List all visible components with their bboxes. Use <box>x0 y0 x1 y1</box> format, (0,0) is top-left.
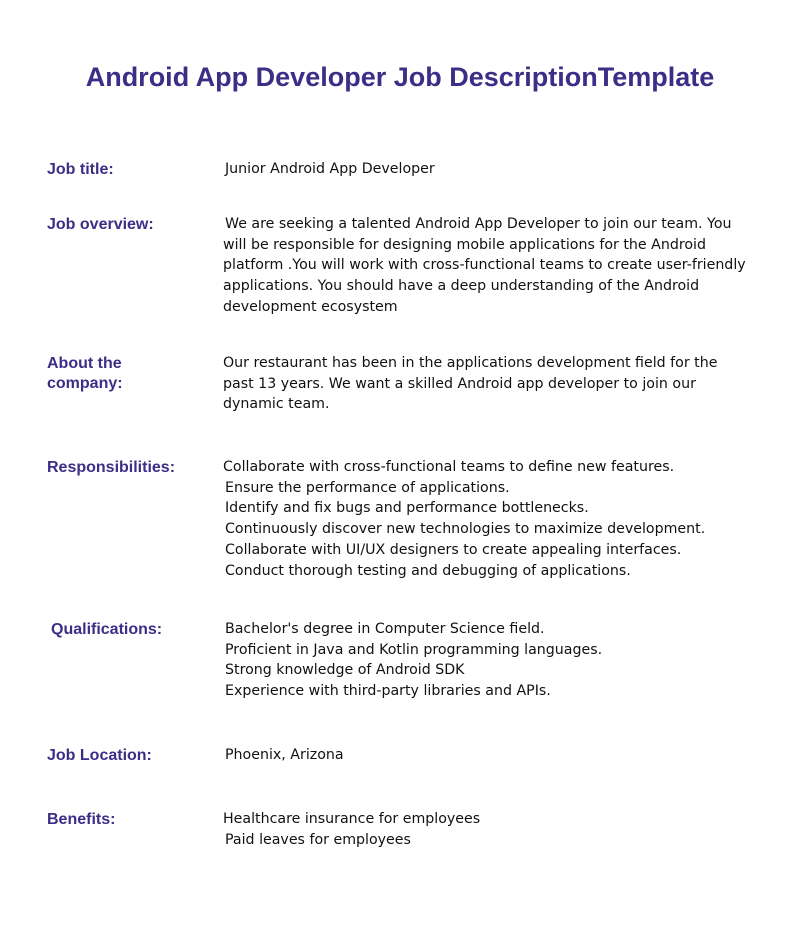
about-company-line: Our restaurant has been in the applications development field for the <box>223 355 718 371</box>
job-overview-label: Job overview: <box>47 216 154 233</box>
job-title-label: Job title: <box>47 161 114 178</box>
benefits-list <box>223 809 763 850</box>
responsibility-item: Collaborate with UI/UX designers to create appealing interfaces. <box>225 541 682 558</box>
job-location-value <box>225 745 765 766</box>
job-overview-line: development ecosystem <box>223 298 398 315</box>
page-title: Android App Developer Job DescriptionTemplate <box>85 62 715 92</box>
about-company-label-line2: company: <box>47 375 123 392</box>
responsibility-item: Ensure the performance of applications. <box>225 479 510 496</box>
about-company-line: dynamic team. <box>223 396 330 413</box>
qualifications-list <box>225 619 765 702</box>
benefit-item: Healthcare insurance for employees <box>223 811 481 827</box>
benefit-item: Paid leaves for employees <box>225 831 411 848</box>
qualification-item: Experience with third-party libraries and APIs. <box>225 683 551 700</box>
qualification-item: Strong knowledge of Android SDK <box>225 662 465 679</box>
qualification-item: Bachelor's degree in Computer Science field. <box>225 621 545 637</box>
job-title-value <box>225 159 765 180</box>
job-overview-line: platform .You will work with cross-functional teams to create user-friendly <box>223 257 746 274</box>
qualification-item: Proficient in Java and Kotlin programming languages. <box>225 641 603 658</box>
responsibility-item: Continuously discover new technologies to maximize development. <box>225 521 706 538</box>
responsibilities-label: Responsibilities: <box>47 459 176 476</box>
job-overview-line: will be responsible for designing mobile applications for the Android <box>223 236 707 253</box>
about-company-label-line1: About the <box>47 355 122 372</box>
responsibilities-list <box>223 457 763 581</box>
job-location-text: Phoenix, Arizona <box>225 747 344 763</box>
responsibility-item: Collaborate with cross-functional teams to define new features. <box>223 459 675 475</box>
job-overview-line: We are seeking a talented Android App Developer to join our team. You <box>225 216 732 232</box>
job-location-label: Job Location: <box>47 747 152 764</box>
responsibility-item: Identify and fix bugs and performance bottlenecks. <box>225 500 589 517</box>
about-company-line: past 13 years. We want a skilled Android app developer to join our <box>223 375 696 392</box>
job-overview-line: applications. You should have a deep understanding of the Android <box>223 278 700 295</box>
qualifications-label: Qualifications: <box>51 621 163 638</box>
responsibility-item: Conduct thorough testing and debugging of applications. <box>225 562 631 579</box>
job-overview-value <box>223 214 763 318</box>
benefits-label: Benefits: <box>47 811 116 828</box>
about-company-value <box>223 353 763 415</box>
about-company-label <box>47 354 217 394</box>
job-title-text: Junior Android App Developer <box>225 161 435 177</box>
